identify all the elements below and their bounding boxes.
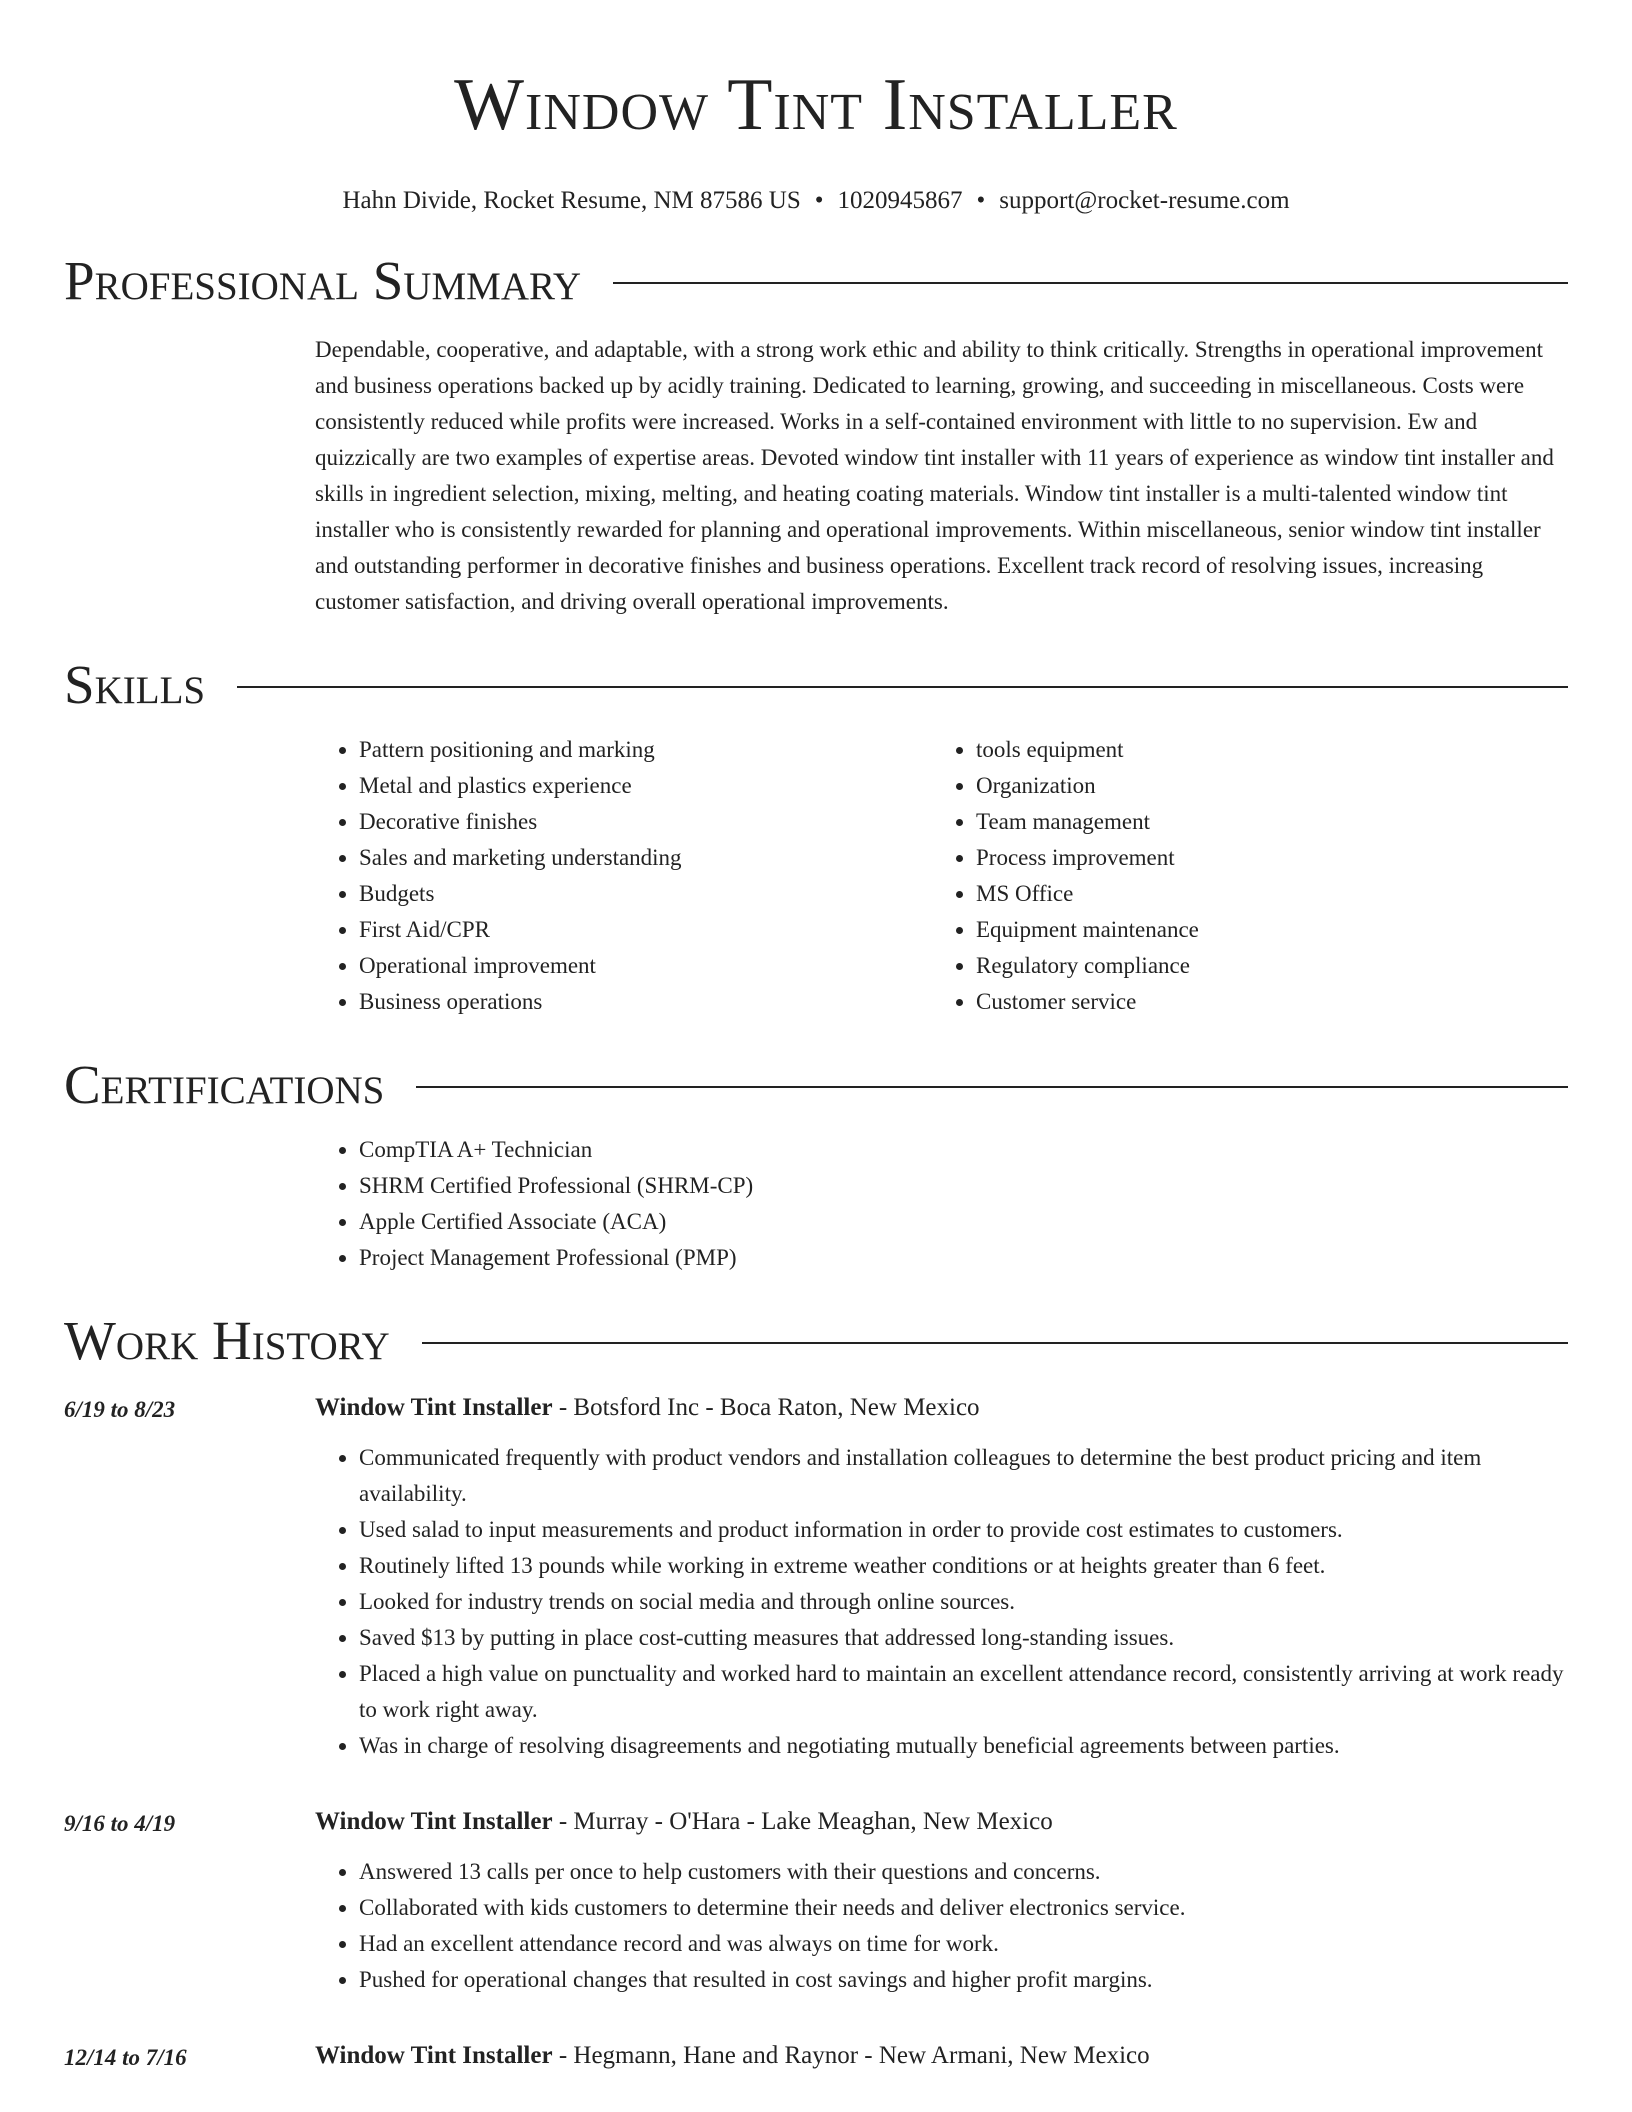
- skill-item: • Budgets: [359, 876, 932, 912]
- job-bullet: • Pushed for operational changes that resulted in cost savings and higher profit margins.: [359, 1962, 1568, 1998]
- skill-item: • Team management: [976, 804, 1549, 840]
- job-company-location: - Botsford Inc - Boca Raton, New Mexico: [552, 1394, 980, 1421]
- job-bullet: • Saved $13 by putting in place cost-cutting measures that addressed long-standing issues.: [359, 1620, 1568, 1656]
- job-bullet: • Answered 13 calls per once to help customers with their questions and concerns.: [359, 1854, 1568, 1890]
- skills-right-list: [932, 732, 1549, 1020]
- section-divider: [237, 686, 1568, 688]
- job-entry: [64, 1390, 1568, 1764]
- certification-item: • Project Management Professional (PMP): [359, 1240, 1568, 1276]
- job-content: [315, 2038, 1568, 2076]
- job-heading: [315, 1804, 1568, 1840]
- section-divider: [416, 1086, 1568, 1088]
- job-company-location: - Hegmann, Hane and Raynor - New Armani, New Mexico: [552, 2042, 1150, 2069]
- skill-item: • Pattern positioning and marking: [359, 732, 932, 768]
- job-bullets: [315, 1854, 1568, 1998]
- certification-item: • Apple Certified Associate (ACA): [359, 1204, 1568, 1240]
- skill-item: • Metal and plastics experience: [359, 768, 932, 804]
- skill-item: • Sales and marketing understanding: [359, 840, 932, 876]
- skill-item: • Decorative finishes: [359, 804, 932, 840]
- job-dates: 9/16 to 4/19: [64, 1811, 176, 1836]
- job-bullet: • Used salad to input measurements and product information in order to provide cost estimates to customers.: [359, 1512, 1568, 1548]
- job-company-location: - Murray - O'Hara - Lake Meaghan, New Mexico: [552, 1808, 1053, 1835]
- certifications-section-header: [64, 1054, 1568, 1116]
- work-history-section-header: [64, 1310, 1568, 1372]
- section-divider: [422, 1342, 1568, 1344]
- skill-item: • Regulatory compliance: [976, 948, 1549, 984]
- job-heading: [315, 2038, 1568, 2074]
- contact-separator: •: [976, 187, 986, 214]
- job-bullet: • Had an excellent attendance record and was always on time for work.: [359, 1926, 1568, 1962]
- job-content: [315, 1804, 1568, 1998]
- contact-phone: 1020945867: [837, 187, 963, 214]
- skill-item: • Organization: [976, 768, 1549, 804]
- certification-item: • CompTIA A+ Technician: [359, 1132, 1568, 1168]
- contact-line: [64, 186, 1568, 216]
- work-history-title: Work History: [64, 1310, 390, 1371]
- job-bullet: • Collaborated with kids customers to determine their needs and deliver electronics service.: [359, 1890, 1568, 1926]
- certifications-block: [315, 1132, 1568, 1276]
- certifications-title: Certifications: [64, 1054, 385, 1115]
- job-dates: 12/14 to 7/16: [64, 2045, 187, 2070]
- skills-columns: [315, 732, 1568, 1020]
- summary-text: Dependable, cooperative, and adaptable, with a strong work ethic and ability to think critically. Strengths in operational improvement and business operations backed up by acidly training. Dedicated to learning, growing, and succeeding in miscellaneous. Costs were consistently reduced while profits were increased. Works in a self-contained environment with little to no supervision. Ew and quizzically are two examples of expertise areas. Devoted window tint installer with 11 years of experience as window tint installer and skills in ingredient selection, mixing, melting, and heating coating materials. Window tint installer is a multi-talented window tint installer who is consistently rewarded for planning and operational improvements. Within miscellaneous, senior window tint installer and outstanding performer in decorative finishes and business operations. Excellent track record of resolving issues, increasing customer satisfaction, and driving overall operational improvements.: [315, 337, 1554, 614]
- job-bullet: • Looked for industry trends on social media and through online sources.: [359, 1584, 1568, 1620]
- job-bullets: [315, 1440, 1568, 1764]
- job-heading: [315, 1390, 1568, 1426]
- job-entry: [64, 1804, 1568, 1998]
- job-bullet: • Routinely lifted 13 pounds while working in extreme weather conditions or at heights greater than 6 feet.: [359, 1548, 1568, 1584]
- section-divider: [613, 282, 1568, 284]
- skill-item: • Equipment maintenance: [976, 912, 1549, 948]
- certification-item: • SHRM Certified Professional (SHRM-CP): [359, 1168, 1568, 1204]
- summary-title: Professional Summary: [64, 250, 582, 311]
- skill-item: • Customer service: [976, 984, 1549, 1020]
- job-entry: [64, 2038, 1568, 2076]
- resume-page: [64, 0, 1568, 2076]
- job-bullet: • Placed a high value on punctuality and worked hard to maintain an excellent attendance record, consistently arriving at work ready to work right away.: [359, 1656, 1568, 1728]
- skills-title: Skills: [64, 654, 206, 715]
- skill-item: • Business operations: [359, 984, 932, 1020]
- job-content: [315, 1390, 1568, 1764]
- skill-item: • Operational improvement: [359, 948, 932, 984]
- skills-right-column: [932, 732, 1549, 1020]
- skill-item: • MS Office: [976, 876, 1549, 912]
- job-bullet: • Was in charge of resolving disagreements and negotiating mutually beneficial agreements between parties.: [359, 1728, 1568, 1764]
- contact-address: Hahn Divide, Rocket Resume, NM 87586 US: [342, 187, 801, 214]
- skill-item: • Process improvement: [976, 840, 1549, 876]
- job-dates: 6/19 to 8/23: [64, 1397, 176, 1422]
- skills-section-header: [64, 654, 1568, 716]
- skills-left-list: [315, 732, 932, 1020]
- skill-item: • First Aid/CPR: [359, 912, 932, 948]
- resume-name: Window Tint Installer: [454, 64, 1178, 146]
- job-bullet: • Communicated frequently with product vendors and installation colleagues to determine the best product pricing and item availability.: [359, 1440, 1568, 1512]
- contact-separator: •: [814, 187, 824, 214]
- certifications-list: [315, 1132, 1568, 1276]
- contact-email: support@rocket-resume.com: [999, 187, 1290, 214]
- summary-section-header: [64, 250, 1568, 312]
- skills-left-column: [315, 732, 932, 1020]
- skill-item: • tools equipment: [976, 732, 1549, 768]
- job-title: Window Tint Installer: [315, 2042, 553, 2069]
- job-title: Window Tint Installer: [315, 1394, 553, 1421]
- job-title: Window Tint Installer: [315, 1808, 553, 1835]
